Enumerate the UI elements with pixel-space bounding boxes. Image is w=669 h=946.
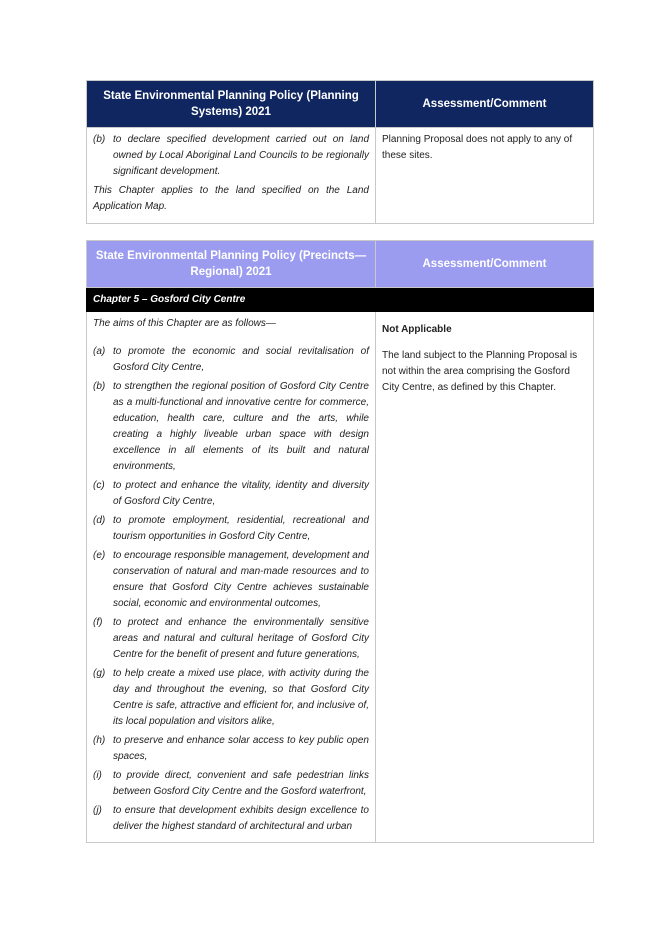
planning-systems-table <box>86 80 594 224</box>
aim-item <box>93 666 369 730</box>
clause-item <box>93 132 369 180</box>
aim-text: to strengthen the regional position of Gosford City Centre as a multi-functional and innovative centre for commerce, education, health care, culture and the arts, while creating a highly liveable urban space with design excellence in all elements of its built and natural environments, <box>113 381 369 472</box>
chapter-heading: Chapter 5 – Gosford City Centre <box>87 288 594 312</box>
clause-label: (b) <box>93 134 106 145</box>
aim-text: to protect and enhance the vitality, identity and diversity of Gosford City Centre, <box>113 480 369 507</box>
aim-label: (d) <box>93 515 106 526</box>
aim-text: to promote the economic and social revitalisation of Gosford City Centre, <box>113 346 369 373</box>
table1-comment: Planning Proposal does not apply to any of these sites. <box>376 128 594 224</box>
aim-label: (h) <box>93 735 106 746</box>
aim-label: (a) <box>93 346 106 357</box>
aim-item <box>93 548 369 612</box>
aim-label: (f) <box>93 617 103 628</box>
clause-text: to declare specified development carried out on land owned by Local Aboriginal Land Councils to be regionally significant development. <box>113 134 369 177</box>
aim-item <box>93 513 369 545</box>
aim-text: to protect and enhance the environmentally sensitive areas and natural and cultural heritage of Gosford City Centre for the benefit of present and future generations, <box>113 617 369 660</box>
aim-label: (e) <box>93 550 106 561</box>
comment-heading: Not Applicable <box>382 324 452 335</box>
aim-text: to provide direct, convenient and safe pedestrian links between Gosford City Centre and the Gosford waterfront, <box>113 770 369 797</box>
table2-policy-cell <box>87 312 376 843</box>
aim-item <box>93 344 369 376</box>
aims-list <box>93 344 369 835</box>
aim-item <box>93 768 369 800</box>
aim-label: (i) <box>93 770 102 781</box>
aim-text: to help create a mixed use place, with activity during the day and throughout the evening, so that Gosford City Centre is safe, attractive and efficient for, and inclusive of, its local population and visitors alike, <box>113 668 369 727</box>
aim-item <box>93 379 369 475</box>
aim-item <box>93 733 369 765</box>
aim-text: to encourage responsible management, development and conservation of natural and man-made resources and to ensure that Gosford City Centre achieves sustainable social, economic and environmental outcomes, <box>113 550 369 609</box>
applies-text: This Chapter applies to the land specified on the Land Application Map. <box>93 185 369 212</box>
aim-item <box>93 615 369 663</box>
aim-item <box>93 803 369 835</box>
table1-header-assessment: Assessment/Comment <box>376 81 594 128</box>
aims-intro: The aims of this Chapter are as follows— <box>93 318 276 329</box>
table1-policy-cell <box>87 128 376 224</box>
table2-header-assessment: Assessment/Comment <box>376 241 594 288</box>
aim-item <box>93 478 369 510</box>
precincts-regional-table <box>86 240 594 843</box>
table2-header-policy: State Environmental Planning Policy (Precincts—Regional) 2021 <box>87 241 376 288</box>
aim-label: (b) <box>93 381 106 392</box>
aim-label: (g) <box>93 668 106 679</box>
aim-label: (c) <box>93 480 105 491</box>
aim-text: to ensure that development exhibits design excellence to deliver the highest standard of architectural and urban <box>113 805 369 832</box>
aim-label: (j) <box>93 805 102 816</box>
aim-text: to promote employment, residential, recreational and tourism opportunities in Gosford City Centre, <box>113 515 369 542</box>
table2-comment-cell <box>376 312 594 843</box>
aim-text: to preserve and enhance solar access to key public open spaces, <box>113 735 369 762</box>
table1-header-policy: State Environmental Planning Policy (Planning Systems) 2021 <box>87 81 376 128</box>
comment-text: The land subject to the Planning Proposal is not within the area comprising the Gosford City Centre, as defined by this Chapter. <box>382 350 578 393</box>
